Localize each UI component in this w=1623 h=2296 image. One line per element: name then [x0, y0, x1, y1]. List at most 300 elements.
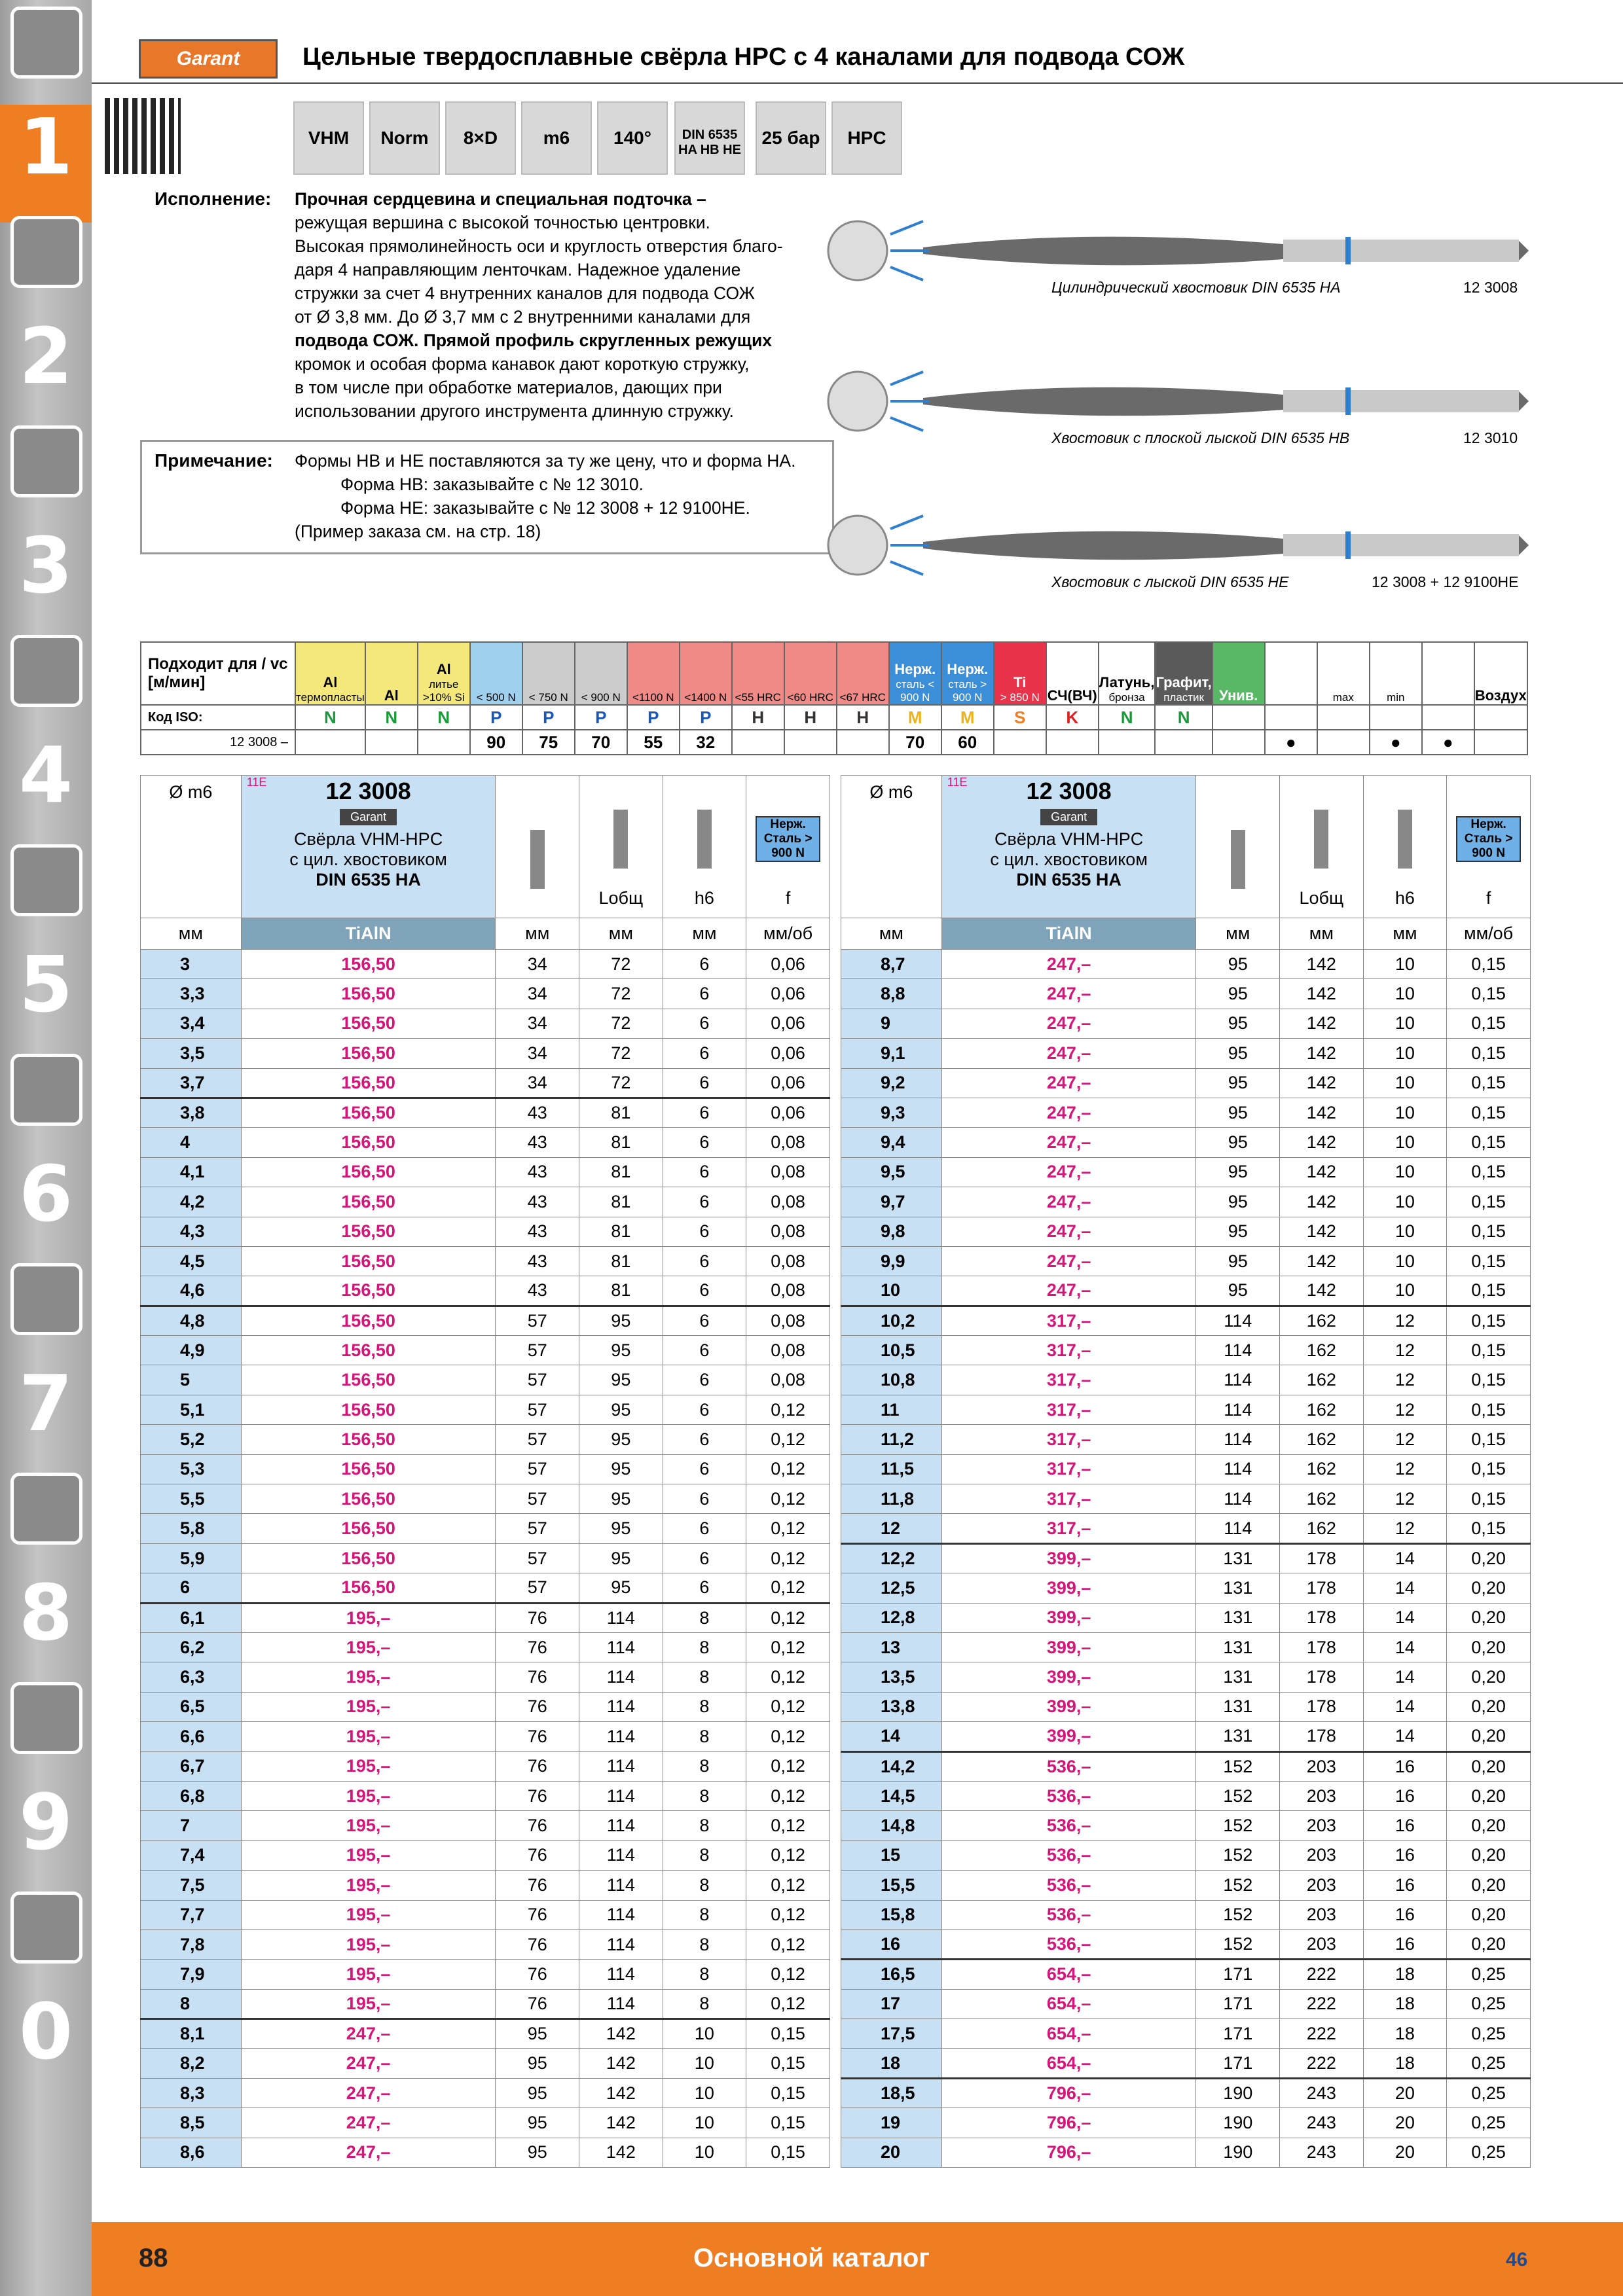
cell: 156,50 — [241, 1157, 496, 1187]
sidebar-number-0[interactable]: 0 — [18, 1986, 73, 2077]
cell: 142 — [1280, 1098, 1364, 1127]
sidebar — [0, 0, 92, 2296]
cell: 34 — [496, 1039, 579, 1068]
sidebar-number-3[interactable]: 3 — [18, 520, 73, 611]
cell: 142 — [1280, 1217, 1364, 1246]
table-row — [141, 1306, 830, 1335]
vc-value — [1046, 730, 1099, 755]
cell: 114 — [579, 1632, 663, 1662]
cell: 195,– — [241, 1632, 496, 1662]
iso-code: S — [994, 705, 1046, 730]
cell: 14,2 — [841, 1751, 942, 1781]
cell: 18 — [1363, 1960, 1447, 1989]
table-row — [841, 1603, 1531, 1632]
vc-value: 32 — [680, 730, 732, 755]
table-row — [841, 1722, 1531, 1751]
cell: 6 — [663, 950, 746, 979]
cell: 0,08 — [746, 1157, 830, 1187]
table-row — [141, 1128, 830, 1157]
cell: 195,– — [241, 1603, 496, 1632]
cell: 95 — [1196, 1217, 1280, 1246]
cell: 3,3 — [141, 979, 242, 1009]
cell: 4,9 — [141, 1336, 242, 1365]
cell: 8 — [663, 1751, 746, 1781]
table-row — [841, 1960, 1531, 1989]
sidebar-number-6[interactable]: 6 — [18, 1149, 73, 1239]
sidebar-icon-4[interactable] — [10, 635, 82, 707]
table-row — [841, 1246, 1531, 1276]
cell: 171 — [1196, 1989, 1280, 2018]
cell: 14 — [1363, 1632, 1447, 1662]
table-row — [141, 1840, 830, 1870]
tag-11e: 11E — [947, 776, 968, 789]
material-col-sub: сталь < 900 N — [896, 678, 935, 704]
table-row — [841, 1395, 1531, 1424]
article-code: 12 3008 — [1026, 778, 1112, 804]
table-row — [841, 1662, 1531, 1692]
table-row — [841, 2049, 1531, 2078]
cell: 8 — [663, 1989, 746, 2018]
cell: 156,50 — [241, 1543, 496, 1573]
vc-value — [1213, 730, 1265, 755]
cell: 156,50 — [241, 1336, 496, 1365]
iso-code: P — [470, 705, 522, 730]
cell: 114 — [1196, 1514, 1280, 1543]
cell: 43 — [496, 1157, 579, 1187]
note-line: Форма HB: заказывайте с № 12 3010. — [340, 475, 644, 494]
table-row — [141, 1811, 830, 1840]
cell: 0,12 — [746, 1692, 830, 1721]
cell: 0,12 — [746, 1484, 830, 1514]
cell: 95 — [1196, 1068, 1280, 1098]
chip-6: 25 бар — [756, 101, 826, 175]
cell: 114 — [579, 1662, 663, 1692]
coating-header: TiAlN — [241, 918, 496, 950]
execution-line: даря 4 направляющим ленточкам. Надежное удаление — [295, 260, 741, 279]
cell: 5,8 — [141, 1514, 242, 1543]
cell: 57 — [496, 1484, 579, 1514]
iso-code — [1474, 705, 1527, 730]
cell: 0,20 — [1447, 1781, 1531, 1810]
iso-code: N — [295, 705, 365, 730]
cell: 0,15 — [1447, 1425, 1531, 1454]
cell: 0,12 — [746, 1573, 830, 1603]
cell: 7,5 — [141, 1871, 242, 1900]
cell: 399,– — [941, 1632, 1196, 1662]
sidebar-icon-9[interactable] — [10, 1682, 82, 1754]
cell: 8 — [663, 1781, 746, 1810]
cell: 95 — [496, 2019, 579, 2049]
cell: 142 — [579, 2138, 663, 2167]
cell: 11,5 — [841, 1454, 942, 1484]
cell: 95 — [579, 1425, 663, 1454]
cell: 536,– — [941, 1840, 1196, 1870]
cell: 16,5 — [841, 1960, 942, 1989]
cell: 0,08 — [746, 1365, 830, 1395]
table-row — [841, 2078, 1531, 2108]
cell: 142 — [1280, 1157, 1364, 1187]
cell: 152 — [1196, 1781, 1280, 1810]
material-col-top: Al — [436, 661, 451, 677]
article-din: DIN 6535 HA — [316, 870, 421, 889]
cell: 195,– — [241, 1811, 496, 1840]
table-row — [841, 1098, 1531, 1127]
cell: 8 — [663, 1603, 746, 1632]
cell: 76 — [496, 1781, 579, 1810]
table-row — [141, 2108, 830, 2138]
cell: 152 — [1196, 1840, 1280, 1870]
cell: 0,15 — [1447, 1276, 1531, 1306]
cell: 142 — [579, 2019, 663, 2049]
cell: 317,– — [941, 1454, 1196, 1484]
cell: 12 — [1363, 1454, 1447, 1484]
cell: 8,8 — [841, 979, 942, 1009]
unit-header: мм — [1196, 918, 1280, 950]
table-row — [141, 1484, 830, 1514]
table-row — [141, 1781, 830, 1810]
cell: 6 — [663, 1514, 746, 1543]
article-desc: Свёрла VHM-HPC — [994, 829, 1144, 849]
cell: 399,– — [941, 1603, 1196, 1632]
sidebar-number-8[interactable]: 8 — [18, 1568, 73, 1658]
cell: 8 — [663, 1811, 746, 1840]
material-col-sub: пластик — [1163, 691, 1204, 704]
cell: 0,20 — [1447, 1811, 1531, 1840]
iso-code: M — [889, 705, 941, 730]
sidebar-number-1[interactable]: 1 — [18, 101, 73, 192]
chip-5: DIN 6535 HA HB HE — [674, 101, 745, 175]
cell: 247,– — [941, 1246, 1196, 1276]
cell: 16 — [1363, 1840, 1447, 1870]
material-col-20 — [1370, 642, 1422, 705]
cell: 247,– — [241, 2108, 496, 2138]
table-row — [141, 1187, 830, 1217]
cell: 76 — [496, 1692, 579, 1721]
cell: 142 — [579, 2078, 663, 2108]
tag-11e: 11E — [246, 776, 267, 789]
cell: 7 — [141, 1811, 242, 1840]
sidebar-icon-8[interactable] — [10, 1473, 82, 1545]
cell: 654,– — [941, 2049, 1196, 2078]
vc-value — [295, 730, 365, 755]
garant-logo-small: Garant — [1040, 809, 1097, 825]
cell: 536,– — [941, 1751, 1196, 1781]
cell: 14 — [1363, 1722, 1447, 1751]
unit-header: мм — [141, 918, 242, 950]
cell: 0,15 — [1447, 1395, 1531, 1424]
cell: 0,12 — [746, 1989, 830, 2018]
cell: 4,1 — [141, 1157, 242, 1187]
table-row — [141, 1692, 830, 1721]
sidebar-icon-2[interactable] — [10, 216, 82, 288]
cell: 195,– — [241, 1960, 496, 1989]
material-table — [140, 641, 1528, 755]
unit-header: мм — [841, 918, 942, 950]
cell: 95 — [1196, 1039, 1280, 1068]
cell: 0,12 — [746, 1395, 830, 1424]
drill-icon — [1398, 810, 1412, 869]
vc-value — [1317, 730, 1370, 755]
table-row — [141, 1336, 830, 1365]
cell: 0,12 — [746, 1900, 830, 1929]
sidebar-number-5[interactable]: 5 — [18, 939, 73, 1030]
cell: 8,2 — [141, 2049, 242, 2078]
table-row — [841, 2019, 1531, 2049]
sidebar-icon-1[interactable] — [10, 7, 82, 79]
cell: 12 — [1363, 1306, 1447, 1335]
page-title: Цельные твердосплавные свёрла HPC с 4 каналами для подвода СОЖ — [302, 43, 1184, 71]
drill-code: 12 3008 — [1463, 279, 1518, 296]
cell: 76 — [496, 1929, 579, 1959]
material-col-6 — [627, 642, 680, 705]
vc-value — [732, 730, 784, 755]
material-col-sub: <60 HRC — [787, 691, 833, 704]
cell: 95 — [1196, 1276, 1280, 1306]
cell: 247,– — [241, 2138, 496, 2167]
cell: 4,2 — [141, 1187, 242, 1217]
sidebar-number-2[interactable]: 2 — [18, 311, 73, 401]
cell: 203 — [1280, 1811, 1364, 1840]
cell: 131 — [1196, 1573, 1280, 1603]
cell: 57 — [496, 1336, 579, 1365]
cell: 114 — [579, 1871, 663, 1900]
cell: 142 — [1280, 1039, 1364, 1068]
material-col-sub: max — [1332, 691, 1354, 704]
vc-value — [1099, 730, 1156, 755]
cell: 114 — [1196, 1336, 1280, 1365]
unit-header: мм/об — [1447, 918, 1531, 950]
cell: 247,– — [941, 1217, 1196, 1246]
cell: 20 — [1363, 2078, 1447, 2108]
cell: 0,15 — [1447, 1068, 1531, 1098]
cell: 114 — [1196, 1365, 1280, 1395]
cell: 142 — [579, 2108, 663, 2138]
col-drill-length-icon — [579, 776, 663, 918]
cell: 72 — [579, 950, 663, 979]
sidebar-icon-5[interactable] — [10, 844, 82, 916]
material-col-10 — [837, 642, 889, 705]
cell: 76 — [496, 1751, 579, 1781]
cell: 81 — [579, 1217, 663, 1246]
col-h6-icon — [1363, 776, 1447, 918]
cell: 0,15 — [746, 2108, 830, 2138]
sidebar-number-7[interactable]: 7 — [18, 1358, 73, 1448]
cell: 7,7 — [141, 1900, 242, 1929]
cell: 10 — [1363, 1128, 1447, 1157]
table-row — [141, 1573, 830, 1603]
material-col-sub: литье >10% Si — [422, 678, 465, 704]
cell: 17 — [841, 1989, 942, 2018]
sidebar-number-9[interactable]: 9 — [18, 1777, 73, 1867]
cell: 195,– — [241, 1662, 496, 1692]
table-row — [141, 1217, 830, 1246]
cell: 43 — [496, 1187, 579, 1217]
cell: 0,20 — [1447, 1543, 1531, 1573]
sidebar-number-4[interactable]: 4 — [18, 730, 73, 820]
table-row — [841, 1276, 1531, 1306]
cell: 131 — [1196, 1692, 1280, 1721]
cell: 114 — [579, 1603, 663, 1632]
iso-code: M — [941, 705, 994, 730]
table-row — [141, 1454, 830, 1484]
cell: 152 — [1196, 1811, 1280, 1840]
cell: 9,3 — [841, 1098, 942, 1127]
cell: 156,50 — [241, 1514, 496, 1543]
cell: 162 — [1280, 1454, 1364, 1484]
article-din: DIN 6535 HA — [1016, 870, 1122, 889]
cell: 0,06 — [746, 979, 830, 1009]
cell: 9,8 — [841, 1217, 942, 1246]
execution-line: стружки за счет 4 внутренних каналов для подвода СОЖ — [295, 283, 755, 303]
cell: 114 — [579, 1751, 663, 1781]
cell: 57 — [496, 1454, 579, 1484]
sidebar-icon-0[interactable] — [10, 1892, 82, 1964]
cell: 0,12 — [746, 1781, 830, 1810]
cell: 34 — [496, 979, 579, 1009]
chip-7: HPC — [831, 101, 902, 175]
cell: 131 — [1196, 1722, 1280, 1751]
sidebar-icon-6[interactable] — [10, 1054, 82, 1126]
h6-label: h6 — [694, 888, 714, 908]
cell: 243 — [1280, 2138, 1364, 2167]
table-row — [141, 1900, 830, 1929]
cell: 5,5 — [141, 1484, 242, 1514]
cell: 0,06 — [746, 1009, 830, 1038]
cell: 247,– — [241, 2049, 496, 2078]
material-col-14 — [1046, 642, 1099, 705]
cell: 15,5 — [841, 1871, 942, 1900]
table-row — [141, 1039, 830, 1068]
cell: 95 — [579, 1336, 663, 1365]
iso-code — [1317, 705, 1370, 730]
cell: 6 — [663, 1187, 746, 1217]
material-col-top: СЧ(ВЧ) — [1047, 687, 1097, 704]
table-row — [141, 1751, 830, 1781]
cell: 156,50 — [241, 1365, 496, 1395]
cell: 131 — [1196, 1632, 1280, 1662]
material-col-5 — [575, 642, 627, 705]
cell: 171 — [1196, 2049, 1280, 2078]
cell: 10 — [1363, 1098, 1447, 1127]
cell: 0,12 — [746, 1751, 830, 1781]
cell: 142 — [1280, 1187, 1364, 1217]
cell: 4,3 — [141, 1217, 242, 1246]
execution-text — [295, 187, 805, 423]
cell: 156,50 — [241, 979, 496, 1009]
table-row — [141, 950, 830, 979]
sidebar-icon-3[interactable] — [10, 425, 82, 497]
cell: 81 — [579, 1128, 663, 1157]
cell: 6 — [663, 1217, 746, 1246]
material-col-16 — [1155, 642, 1212, 705]
chip-4: 140° — [597, 101, 668, 175]
cell: 95 — [1196, 1187, 1280, 1217]
cell: 4,5 — [141, 1246, 242, 1276]
cell: 81 — [579, 1187, 663, 1217]
cell: 95 — [1196, 979, 1280, 1009]
cell: 57 — [496, 1573, 579, 1603]
table-row — [841, 1306, 1531, 1335]
col-stainless-badge — [746, 776, 830, 918]
cell: 5,2 — [141, 1425, 242, 1454]
cell: 6 — [663, 979, 746, 1009]
table-row — [841, 1989, 1531, 2018]
note-line: Формы HB и HE поставляются за ту же цену, что и форма HA. — [295, 451, 796, 471]
cell: 247,– — [941, 1128, 1196, 1157]
cell: 95 — [579, 1573, 663, 1603]
cell: 317,– — [941, 1306, 1196, 1335]
cell: 178 — [1280, 1632, 1364, 1662]
cell: 0,20 — [1447, 1751, 1531, 1781]
iso-code: H — [732, 705, 784, 730]
table-row — [141, 1632, 830, 1662]
cell: 12,2 — [841, 1543, 942, 1573]
cell: 222 — [1280, 1989, 1364, 2018]
garant-logo-small: Garant — [340, 809, 397, 825]
table-row — [841, 1573, 1531, 1603]
cell: 76 — [496, 1811, 579, 1840]
cell: 317,– — [941, 1425, 1196, 1454]
cell: 796,– — [941, 2138, 1196, 2167]
cell: 81 — [579, 1246, 663, 1276]
cell: 162 — [1280, 1514, 1364, 1543]
execution-line: подвода СОЖ. Прямой профиль скругленных режущих — [295, 331, 772, 350]
cell: 95 — [1196, 950, 1280, 979]
material-col-1 — [365, 642, 418, 705]
coating-header: TiAlN — [941, 918, 1196, 950]
cell: 76 — [496, 1603, 579, 1632]
cell: 243 — [1280, 2108, 1364, 2138]
cell: 156,50 — [241, 1128, 496, 1157]
table-row — [841, 1336, 1531, 1365]
table-row — [841, 1484, 1531, 1514]
garant-logo: Garant — [139, 39, 278, 79]
cell: 6,3 — [141, 1662, 242, 1692]
cell: 95 — [496, 2049, 579, 2078]
cell: 156,50 — [241, 1484, 496, 1514]
cell: 76 — [496, 1960, 579, 1989]
cell: 12 — [1363, 1484, 1447, 1514]
cell: 95 — [579, 1514, 663, 1543]
cell: 162 — [1280, 1425, 1364, 1454]
cell: 131 — [1196, 1603, 1280, 1632]
sidebar-icon-7[interactable] — [10, 1263, 82, 1335]
cell: 20 — [1363, 2138, 1447, 2167]
cell: 6 — [663, 1306, 746, 1335]
cell: 156,50 — [241, 1573, 496, 1603]
f-label: f — [785, 888, 791, 908]
table-row — [841, 1751, 1531, 1781]
table-row — [841, 1632, 1531, 1662]
cell: 0,15 — [1447, 1098, 1531, 1127]
qr-code — [105, 98, 181, 174]
material-col-18 — [1265, 642, 1317, 705]
cell: 5 — [141, 1365, 242, 1395]
lobsch-label: Lобщ — [598, 888, 644, 908]
unit-header: мм — [663, 918, 746, 950]
cell: 8 — [663, 1692, 746, 1721]
cell: 6 — [663, 1336, 746, 1365]
cell: 0,06 — [746, 1098, 830, 1127]
cell: 0,15 — [746, 2049, 830, 2078]
cell: 0,15 — [1447, 1306, 1531, 1335]
cell: 9,5 — [841, 1157, 942, 1187]
cell: 247,– — [941, 1068, 1196, 1098]
cell: 6 — [663, 1009, 746, 1038]
iso-code — [1265, 705, 1317, 730]
cell: 18,5 — [841, 2078, 942, 2108]
cell: 5,1 — [141, 1395, 242, 1424]
